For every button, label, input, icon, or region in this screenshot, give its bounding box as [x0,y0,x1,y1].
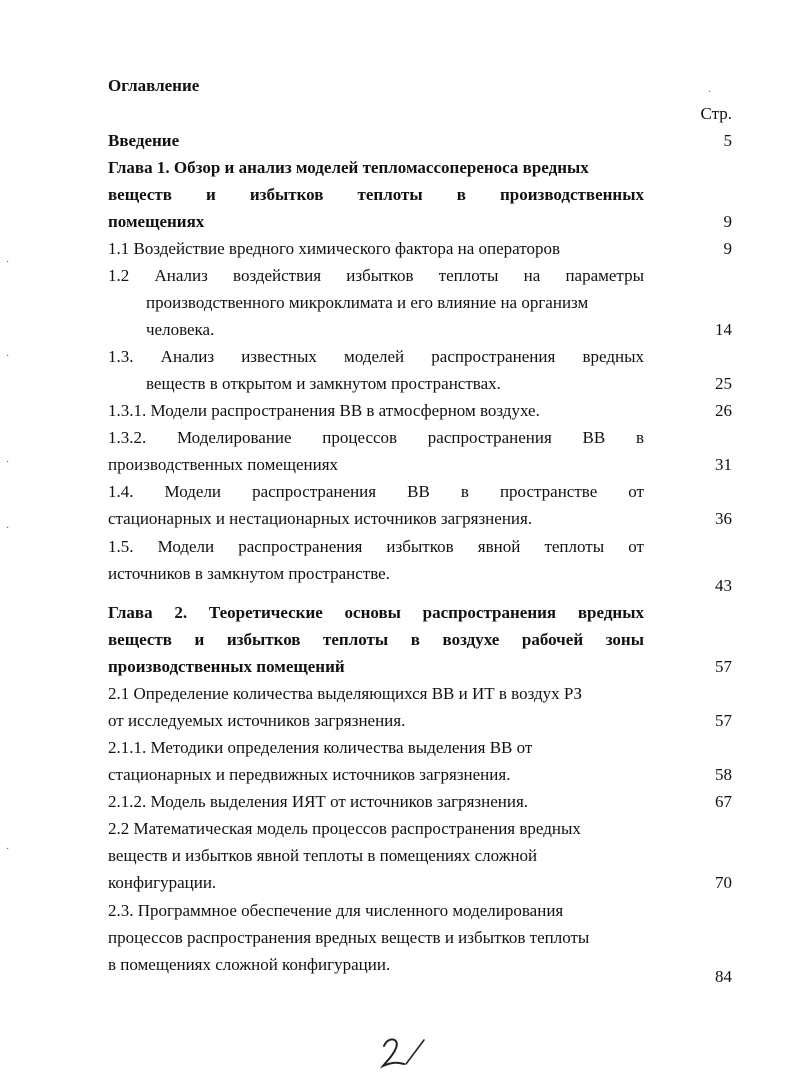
toc-entry-line: источников в замкнутом пространстве. [108,564,390,583]
toc-entry-line: стационарных и передвижных источников загрязнения. [108,765,511,784]
toc-entry-line: человека. [146,320,215,339]
page-number: 9 [723,239,732,258]
toc-entry-line: производственного микроклимата и его влияние на организм [146,293,589,312]
page-number: 43 [715,576,732,595]
toc-entry-line: 2.1 Определение количества выделяющихся ВВ и ИТ в воздух РЗ [108,684,583,703]
page-number: 70 [715,873,732,892]
toc-entry-line: 2.3. Программное обеспечение для численного моделирования [108,901,564,920]
chapter-2-line: веществ и избытков теплоты в воздухе рабочей зоны [108,630,644,649]
toc-entry-line: 1.2 Анализ воздействия избытков теплоты на параметры [108,266,644,285]
toc-entry-line: стационарных и нестационарных источников загрязнения. [108,509,533,528]
chapter-1-line: веществ и избытков теплоты в производственных [108,185,644,204]
page-number: 14 [715,320,732,339]
handwritten-page-mark-icon [378,1032,428,1072]
page-number: 57 [715,711,732,730]
chapter-2-line: производственных помещений [108,657,345,676]
scan-speck: · [6,257,10,268]
toc-entry-line: 1.3. Анализ известных моделей распространения вредных [108,347,644,366]
scan-speck: · [6,457,10,468]
toc-entry-line: процессов распространения вредных веществ и избытков теплоты [108,928,590,947]
toc-entry-intro: Введение [108,131,180,150]
scan-speck: · [708,87,712,98]
toc-entry-line: 1.3.2. Моделирование процессов распространения ВВ в [108,428,644,447]
toc-entry-line: конфигурации. [108,873,217,892]
scan-speck: · [6,523,10,534]
page-number: 84 [715,967,732,986]
scan-speck: · [6,351,10,362]
toc-entry: 1.1 Воздействие вредного химического фактора на операторов [108,239,561,258]
toc-entry: 2.1.2. Модель выделения ИЯТ от источников загрязнения. [108,792,529,811]
toc-heading: Оглавление [108,76,200,95]
toc-entry: 1.3.1. Модели распространения ВВ в атмосферном воздухе. [108,401,540,420]
page-column-label: Стр. [700,104,732,123]
toc-entry-line: производственных помещениях [108,455,339,474]
page-number: 9 [723,212,732,231]
toc-entry-line: веществ и избытков явной теплоты в помещениях сложной [108,846,538,865]
page-number: 5 [723,131,732,150]
page-number: 25 [715,374,732,393]
page-number: 67 [715,792,732,811]
chapter-1-line: помещениях [108,212,205,231]
page-number: 57 [715,657,732,676]
toc-entry-line: 2.2 Математическая модель процессов распространения вредных [108,819,581,838]
chapter-2-line: Глава 2. Теоретические основы распространения вредных [108,603,644,622]
toc-entry-line: 2.1.1. Методики определения количества выделения ВВ от [108,738,533,757]
page-number: 58 [715,765,732,784]
toc-entry-line: от исследуемых источников загрязнения. [108,711,406,730]
toc-entry-line: 1.5. Модели распространения избытков явной теплоты от [108,537,644,556]
toc-entry-line: веществ в открытом и замкнутом пространствах. [146,374,501,393]
toc-entry-line: в помещениях сложной конфигурации. [108,955,391,974]
toc-entry-line: 1.4. Модели распространения ВВ в пространстве от [108,482,644,501]
chapter-1-line: Глава 1. Обзор и анализ моделей тепломассопереноса вредных [108,158,589,177]
page-number: 31 [715,455,732,474]
page-number: 36 [715,509,732,528]
page-number: 26 [715,401,732,420]
scan-speck: · [6,844,10,855]
